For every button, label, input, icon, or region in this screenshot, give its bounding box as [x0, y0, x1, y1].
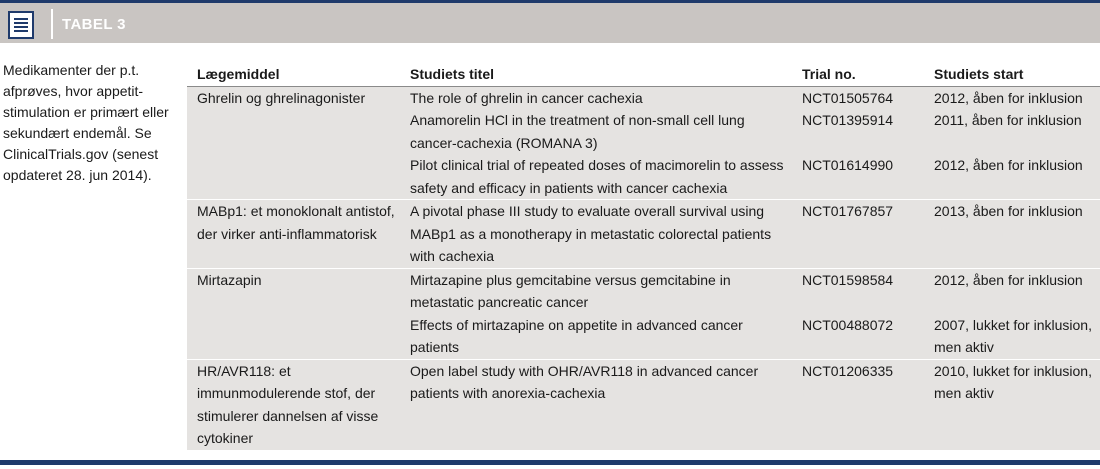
table-row	[187, 109, 1100, 154]
start-cell: 2012, åben for inklusion	[924, 268, 1100, 314]
start-cell: 2012, åben for inklusion	[924, 86, 1100, 109]
document-list-icon	[8, 11, 34, 39]
bottom-rule	[0, 460, 1100, 465]
start-cell: 2011, åben for inklusion	[924, 109, 1100, 154]
table-row	[187, 359, 1100, 450]
table-label: TABEL 3	[62, 16, 126, 33]
title-cell: Pilot clinical trial of repeated doses of macimorelin to assess safety and efficacy in patients with cancer cachexia	[400, 154, 792, 200]
drug-cell: HR/AVR118: et immunmodulerende stof, der stimulerer dannelsen af visse cytokiner	[187, 359, 400, 450]
header-divider	[51, 9, 53, 39]
table-row	[187, 154, 1100, 200]
table-caption: Medikamenter der p.t. afprøves, hvor appetit-stimulation er primært eller sekundært endemål. Se ClinicalTrials.gov (senest opdateret 28. jun 2014).	[3, 62, 169, 183]
trials-table	[187, 63, 1100, 450]
table-row	[187, 314, 1100, 360]
trial-cell: NCT01614990	[792, 154, 924, 200]
trial-cell: NCT00488072	[792, 314, 924, 360]
trial-cell: NCT01598584	[792, 268, 924, 314]
drug-cell: Mirtazapin	[187, 268, 400, 314]
column-header-title: Studiets titel	[410, 66, 495, 82]
trial-cell: NCT01206335	[792, 359, 924, 450]
drug-cell: MABp1: et monoklonalt antistof, der virker anti-inflammatorisk	[187, 200, 400, 269]
table-row	[187, 200, 1100, 269]
title-cell: The role of ghrelin in cancer cachexia	[400, 86, 792, 109]
start-cell: 2010, lukket for inklusion, men aktiv	[924, 359, 1100, 450]
title-cell: Effects of mirtazapine on appetite in advanced cancer patients	[400, 314, 792, 360]
trial-cell: NCT01395914	[792, 109, 924, 154]
table-row	[187, 86, 1100, 109]
title-cell: A pivotal phase III study to evaluate overall survival using MABp1 as a monotherapy in metastatic colorectal patients with cachexia	[400, 200, 792, 269]
drug-cell	[187, 154, 400, 200]
column-header-trial: Trial no.	[802, 66, 856, 82]
drug-cell	[187, 109, 400, 154]
drug-cell	[187, 314, 400, 360]
title-cell: Anamorelin HCl in the treatment of non-small cell lung cancer-cachexia (ROMANA 3)	[400, 109, 792, 154]
trial-cell: NCT01505764	[792, 86, 924, 109]
table-row	[187, 268, 1100, 314]
start-cell: 2013, åben for inklusion	[924, 200, 1100, 269]
trial-cell: NCT01767857	[792, 200, 924, 269]
column-header-start: Studiets start	[934, 66, 1024, 82]
table-header-row	[187, 63, 1100, 86]
start-cell: 2007, lukket for inklusion, men aktiv	[924, 314, 1100, 360]
title-cell: Mirtazapine plus gemcitabine versus gemcitabine in metastatic pancreatic cancer	[400, 268, 792, 314]
drug-cell: Ghrelin og ghrelinagonister	[187, 86, 400, 109]
title-cell: Open label study with OHR/AVR118 in advanced cancer patients with anorexia-cachexia	[400, 359, 792, 450]
table-header-bar	[0, 3, 1100, 43]
start-cell: 2012, åben for inklusion	[924, 154, 1100, 200]
column-header-drug: Lægemiddel	[197, 66, 280, 82]
